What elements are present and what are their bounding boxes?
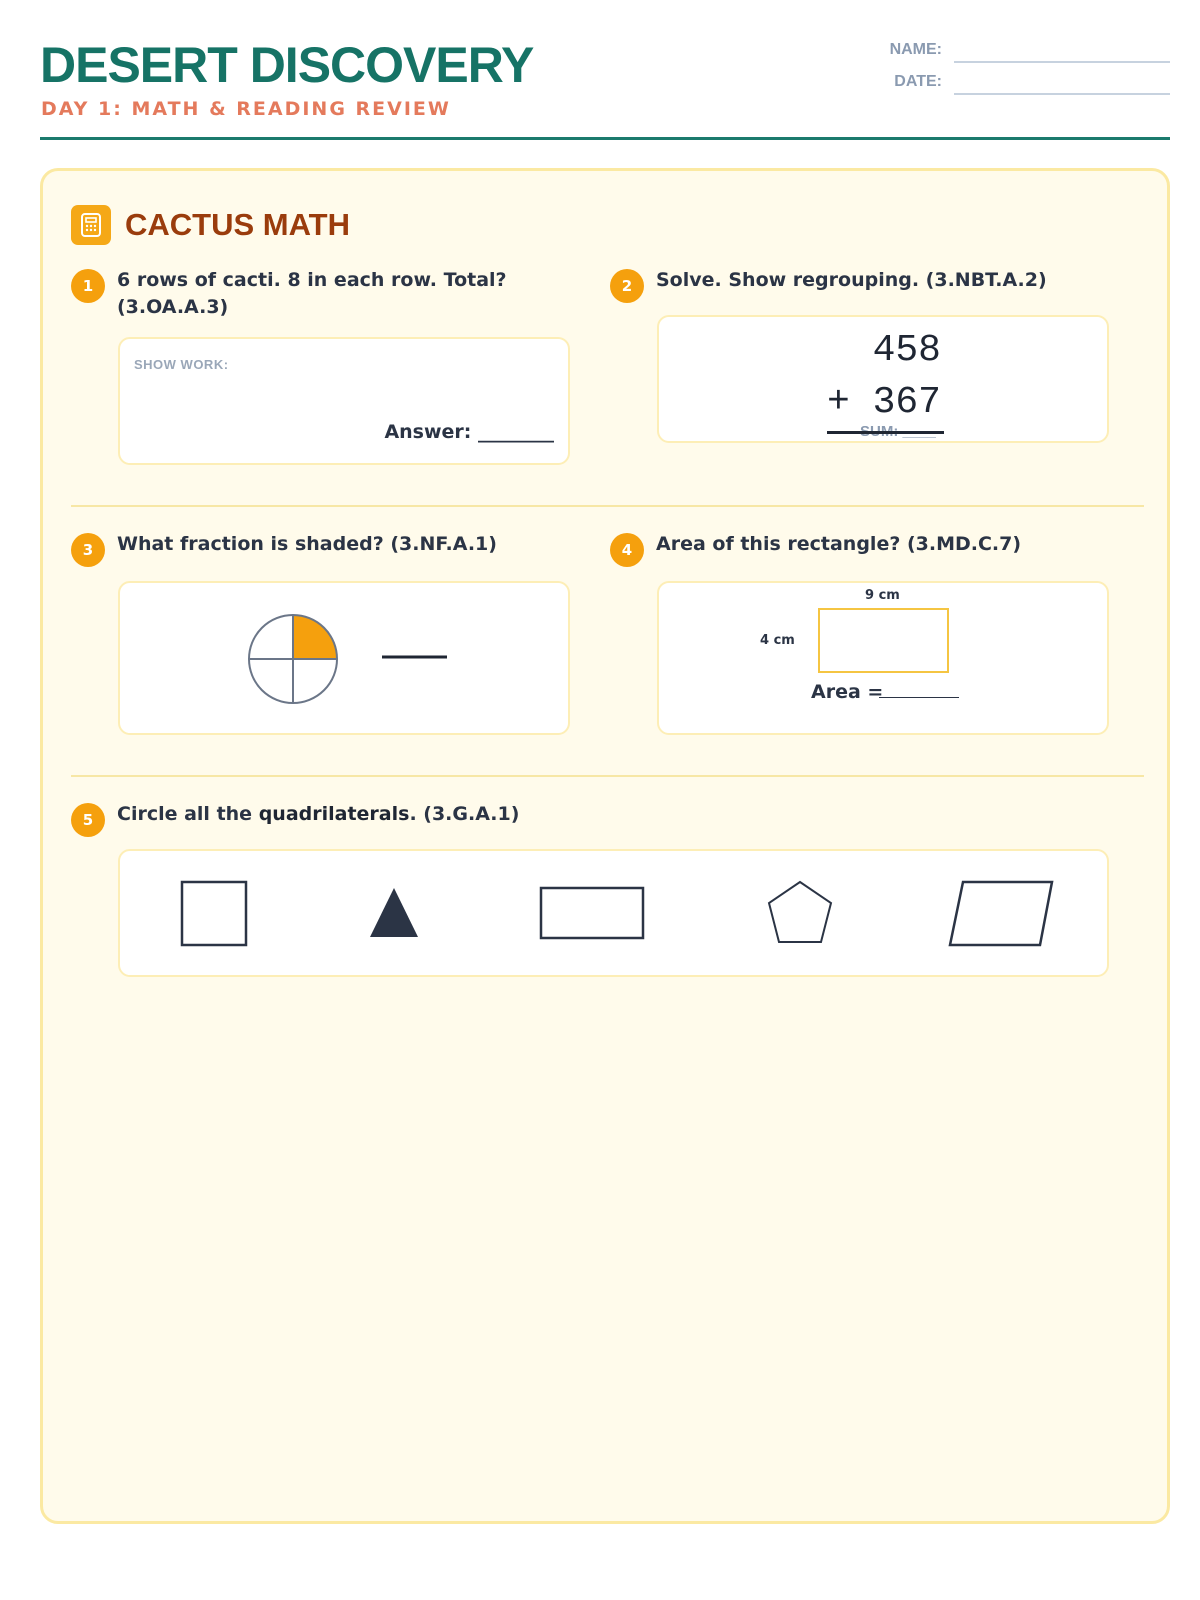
section-title: CACTUS MATH [125, 207, 351, 242]
name-field [870, 41, 1170, 73]
shape-pentagon[interactable] [769, 882, 831, 942]
area-rectangle [819, 609, 948, 672]
addend-bottom: 367 [872, 381, 941, 424]
student-info-fields [870, 41, 1170, 105]
question-3-text: What fraction is shaded? (3.NF.A.1) [117, 533, 497, 555]
question-3-number: 3 [71, 533, 105, 567]
date-input-line[interactable] [954, 93, 1170, 95]
shape-square[interactable] [182, 882, 246, 945]
cactus-math-section [40, 168, 1170, 1524]
question-5-suffix: . (3.G.A.1) [409, 803, 520, 825]
area-label: Area = [811, 681, 884, 703]
question-2-text: Solve. Show regrouping. (3.NBT.A.2) [656, 269, 1047, 291]
worksheet-header [40, 36, 1170, 140]
addend-bottom-row [827, 381, 941, 424]
page-subtitle: DAY 1: MATH & READING REVIEW [41, 98, 451, 120]
rectangle-width-label: 9 cm [865, 588, 900, 603]
question-5-shapes-box [118, 849, 1109, 977]
section-divider-2 [71, 775, 1144, 777]
question-5-text [117, 801, 1017, 828]
question-1-line-1: 6 rows of cacti. 8 in each row. Total? [117, 269, 507, 291]
sum-blank[interactable]: SUM: ____ [860, 423, 936, 440]
question-1-line-2: (3.OA.A.3) [117, 296, 229, 318]
rectangle-height-label: 4 cm [760, 633, 795, 648]
question-1-text [117, 267, 577, 321]
question-3-fraction-box [118, 581, 570, 735]
date-label: DATE: [894, 73, 942, 90]
question-5-keyword: quadrilaterals [258, 803, 410, 825]
sum-rule [827, 431, 944, 434]
fraction-circle-figure [120, 583, 572, 737]
question-4-area-box [657, 581, 1109, 735]
shape-parallelogram[interactable] [950, 882, 1052, 945]
question-1-work-box[interactable] [118, 337, 570, 465]
show-work-label: SHOW WORK: [134, 357, 229, 372]
date-field [870, 73, 1170, 105]
question-4-number: 4 [610, 533, 644, 567]
name-input-line[interactable] [954, 61, 1170, 63]
answer-blank[interactable]: Answer: ________ [384, 421, 554, 443]
question-2-addition-box [657, 315, 1109, 443]
question-1-number: 1 [71, 269, 105, 303]
question-2-number: 2 [610, 269, 644, 303]
plus-operator: + [826, 381, 850, 424]
question-5-number: 5 [71, 803, 105, 837]
addend-top: 458 [872, 329, 941, 372]
shape-triangle[interactable] [370, 888, 418, 937]
section-divider-1 [71, 505, 1144, 507]
shape-rectangle[interactable] [541, 888, 643, 938]
area-answer-blank[interactable] [879, 697, 959, 698]
question-4-text: Area of this rectangle? (3.MD.C.7) [656, 533, 1022, 555]
rectangle-figure [659, 583, 1111, 737]
shapes-row [120, 851, 1111, 979]
page-title: DESERT DISCOVERY [40, 37, 534, 93]
calculator-icon [71, 205, 111, 245]
name-label: NAME: [889, 41, 942, 58]
question-5-prefix: Circle all the [117, 803, 259, 825]
